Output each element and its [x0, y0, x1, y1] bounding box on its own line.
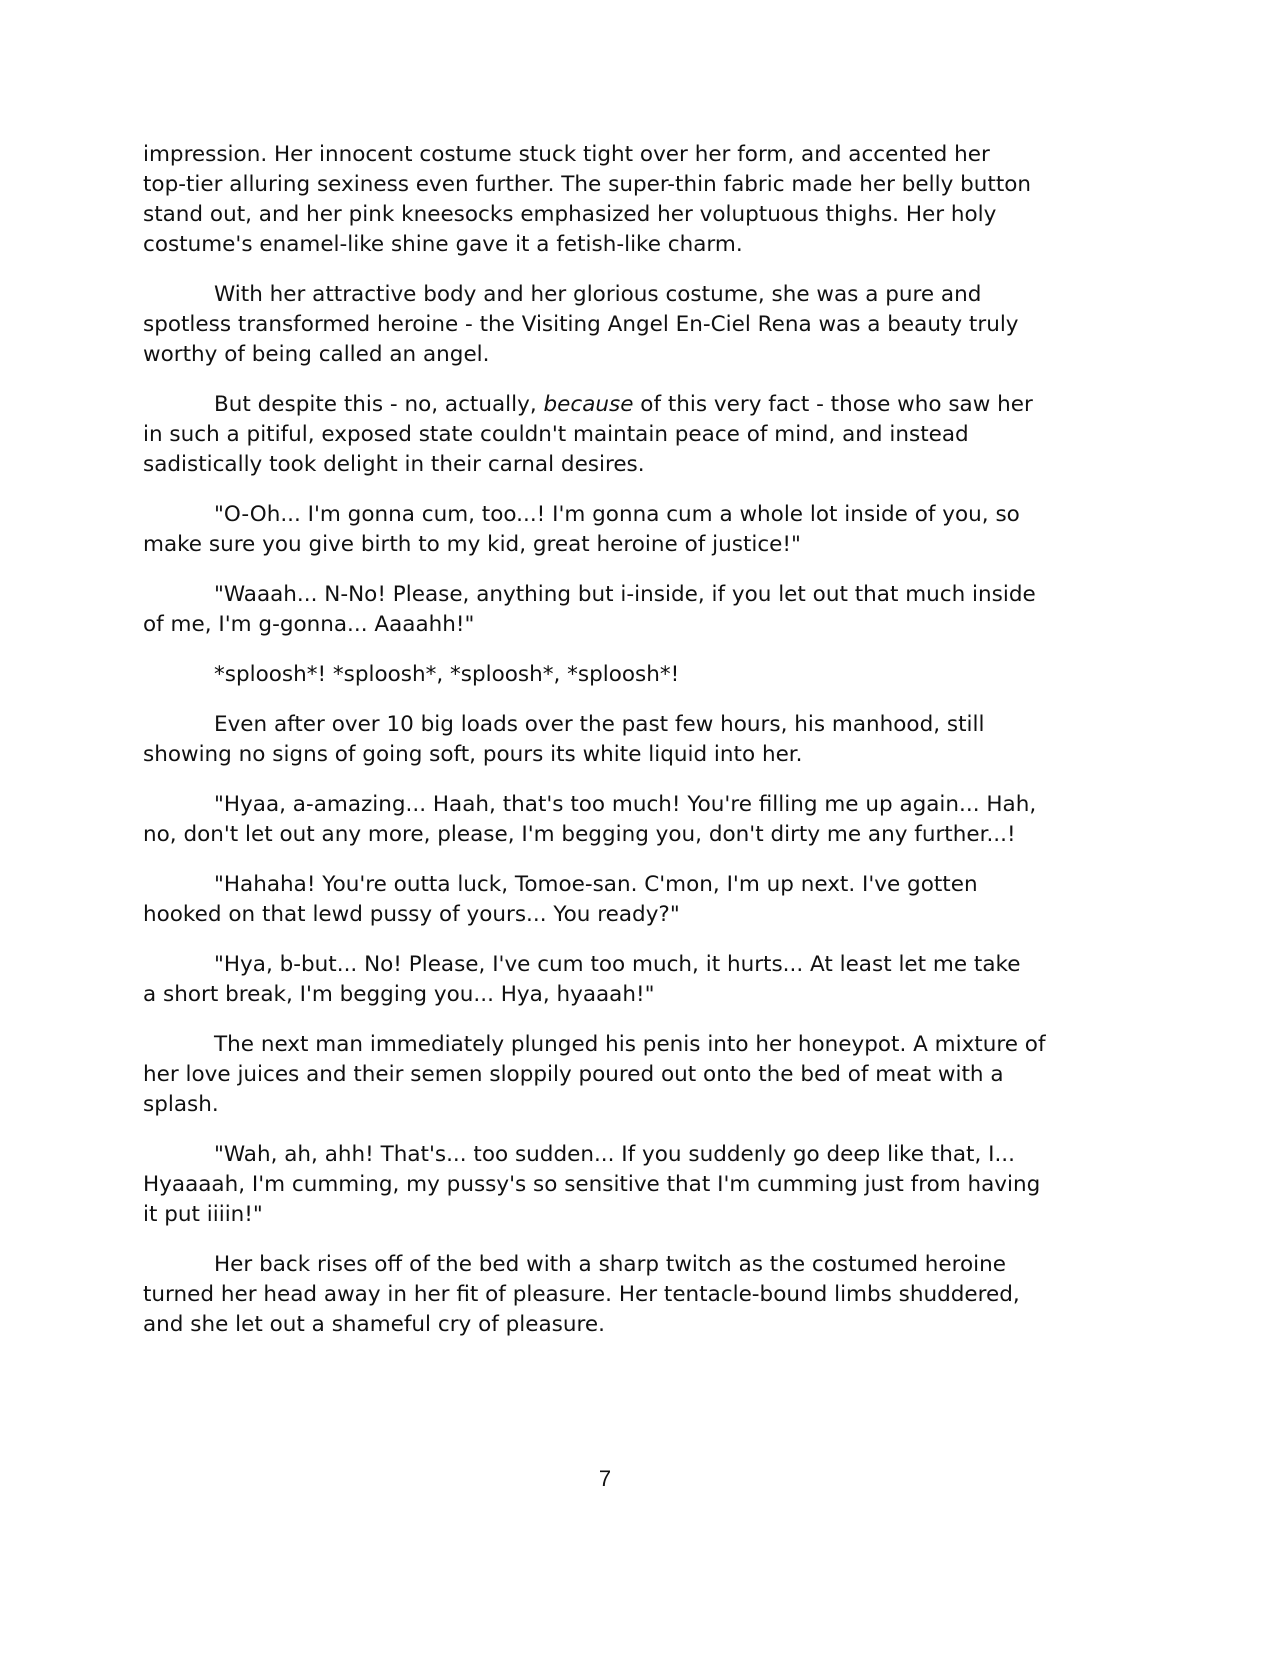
- text-segment: But despite this - no, actually,: [214, 392, 544, 417]
- paragraph: [143, 390, 1143, 480]
- text-line: and she let out a shameful cry of pleasure.: [143, 1312, 605, 1337]
- text-line: *sploosh*! *sploosh*, *sploosh*, *sploosh*!: [214, 662, 680, 687]
- paragraph: [143, 870, 1143, 930]
- italic-text: because: [543, 392, 634, 417]
- text-line: "Wah, ah, ahh! That's... too sudden... If you suddenly go deep like that, I...: [214, 1142, 1015, 1167]
- text-line: it put iiiin!": [143, 1202, 263, 1227]
- paragraph: [143, 1250, 1143, 1340]
- document-body: [143, 140, 1143, 1360]
- text-line: impression. Her innocent costume stuck tight over her form, and accented her: [143, 142, 990, 167]
- text-line: Even after over 10 big loads over the past few hours, his manhood, still: [214, 712, 985, 737]
- paragraph: [143, 1030, 1143, 1120]
- paragraph: [143, 280, 1143, 370]
- text-line: sadistically took delight in their carnal desires.: [143, 452, 645, 477]
- text-line: "Hyaa, a-amazing... Haah, that's too much! You're filling me up again... Hah,: [214, 792, 1037, 817]
- text-line: [143, 390, 1143, 420]
- text-line: "Hya, b-but... No! Please, I've cum too much, it hurts... At least let me take: [214, 952, 1021, 977]
- text-line: make sure you give birth to my kid, great heroine of justice!": [143, 532, 801, 557]
- text-line: "Waaah... N-No! Please, anything but i-inside, if you let out that much inside: [214, 582, 1036, 607]
- paragraph: [143, 580, 1143, 640]
- paragraph: [143, 1140, 1143, 1230]
- text-line: top-tier alluring sexiness even further. The super-thin fabric made her belly button: [143, 172, 1032, 197]
- page-number: 7: [598, 1466, 612, 1491]
- text-line: Hyaaaah, I'm cumming, my pussy's so sensitive that I'm cumming just from having: [143, 1172, 1041, 1197]
- text-line: "O-Oh... I'm gonna cum, too...! I'm gonna cum a whole lot inside of you, so: [214, 502, 1020, 527]
- text-line: costume's enamel-like shine gave it a fetish-like charm.: [143, 232, 743, 257]
- text-line: spotless transformed heroine - the Visiting Angel En-Ciel Rena was a beauty truly: [143, 312, 1019, 337]
- text-segment: of this very fact - those who saw her: [633, 392, 1033, 417]
- text-line: hooked on that lewd pussy of yours... You ready?": [143, 902, 680, 927]
- paragraph: [143, 950, 1143, 1010]
- text-line: her love juices and their semen sloppily poured out onto the bed of meat with a: [143, 1062, 1004, 1087]
- paragraph: [143, 500, 1143, 560]
- paragraph: [143, 660, 1143, 690]
- text-line: in such a pitiful, exposed state couldn't maintain peace of mind, and instead: [143, 422, 969, 447]
- text-line: stand out, and her pink kneesocks emphasized her voluptuous thighs. Her holy: [143, 202, 997, 227]
- text-line: With her attractive body and her glorious costume, she was a pure and: [214, 282, 982, 307]
- text-line: of me, I'm g-gonna... Aaaahh!": [143, 612, 475, 637]
- text-line: no, don't let out any more, please, I'm begging you, don't dirty me any further...!: [143, 822, 1016, 847]
- text-line: "Hahaha! You're outta luck, Tomoe-san. C'mon, I'm up next. I've gotten: [214, 872, 978, 897]
- text-line: showing no signs of going soft, pours its white liquid into her.: [143, 742, 803, 767]
- text-line: Her back rises off of the bed with a sharp twitch as the costumed heroine: [214, 1252, 1007, 1277]
- text-line: splash.: [143, 1092, 219, 1117]
- text-line: worthy of being called an angel.: [143, 342, 490, 367]
- paragraph: [143, 790, 1143, 850]
- paragraph: [143, 710, 1143, 770]
- paragraph: [143, 140, 1143, 260]
- text-line: turned her head away in her fit of pleasure. Her tentacle-bound limbs shuddered,: [143, 1282, 1020, 1307]
- text-line: a short break, I'm begging you... Hya, hyaaah!": [143, 982, 655, 1007]
- text-line: The next man immediately plunged his penis into her honeypot. A mixture of: [214, 1032, 1046, 1057]
